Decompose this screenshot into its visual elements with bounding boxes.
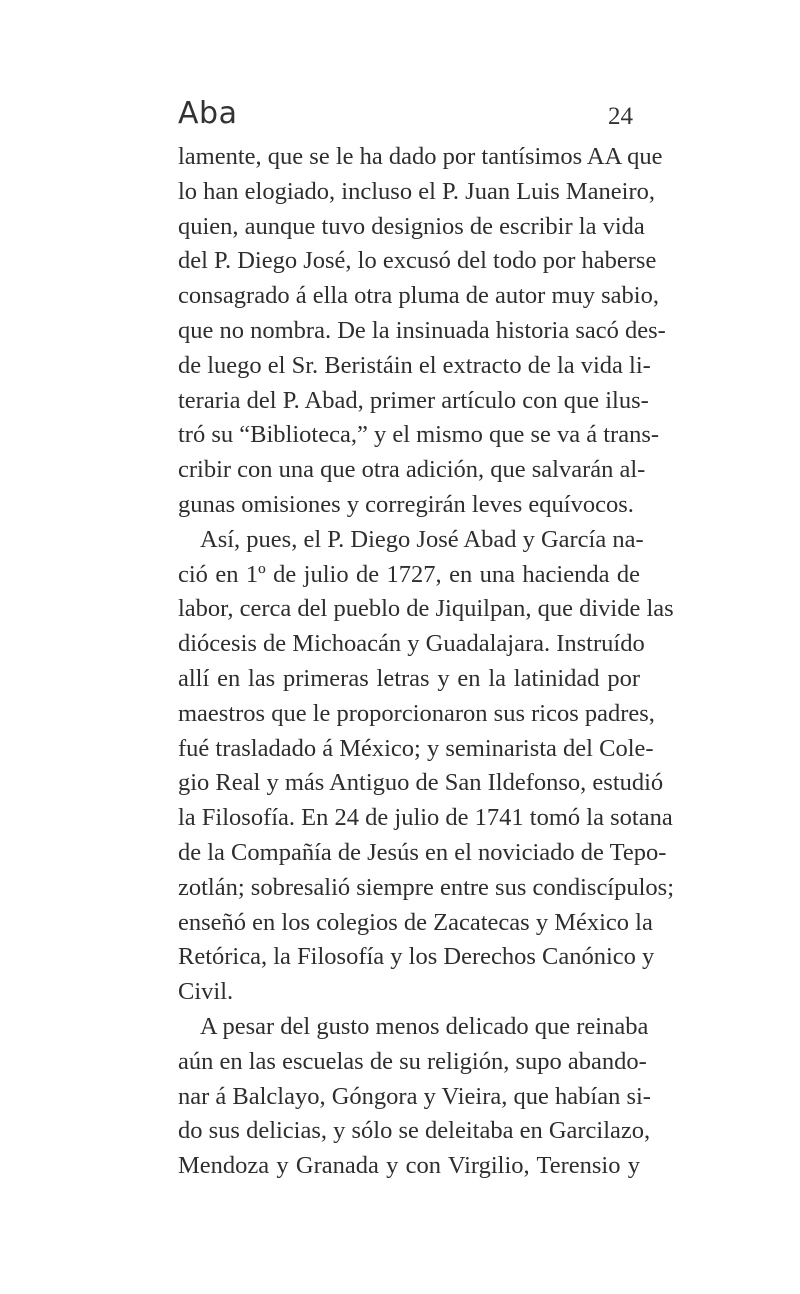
running-head: Aba	[178, 96, 238, 131]
text-line: gunas omisiones y corregirán leves equívocos.	[178, 490, 634, 518]
text-line: A pesar del gusto menos delicado que reinaba	[200, 1012, 649, 1040]
text-line: allí en las primeras letras y en la latinidad por	[178, 664, 640, 692]
text-line: enseñó en los colegios de Zacatecas y México la	[178, 908, 653, 936]
text-line: que no nombra. De la insinuada historia sacó des-	[178, 316, 666, 344]
text-line: del P. Diego José, lo excusó del todo por haberse	[178, 247, 657, 275]
text-line: lamente, que se le ha dado por tantísimos AA que	[178, 143, 663, 170]
text-line: Mendoza y Granada y con Virgilio, Terensio y	[178, 1152, 640, 1180]
text-line: zotlán; sobresalió siempre entre sus condiscípulos;	[178, 873, 675, 901]
text-line: Retórica, la Filosofía y los Derechos Canónico y	[178, 943, 655, 971]
text-line: gio Real y más Antiguo de San Ildefonso, estudió	[178, 769, 664, 797]
text-line: teraria del P. Abad, primer artículo con que ilus-	[178, 386, 649, 414]
text-line: do sus delicias, y sólo se deleitaba en Garcilazo,	[178, 1117, 651, 1145]
text-line: tró su “Biblioteca,” y el mismo que se va á trans-	[178, 421, 660, 449]
body-text	[178, 140, 675, 1184]
text-line: cribir con una que otra adición, que salvarán al-	[178, 456, 646, 484]
text-line: de luego el Sr. Beristáin el extracto de la vida li-	[178, 351, 651, 379]
page-number: 24	[608, 103, 633, 130]
text-line: aún en las escuelas de su religión, supo abando-	[178, 1047, 647, 1075]
text-line: consagrado á ella otra pluma de autor muy sabio,	[178, 282, 659, 310]
text-line: maestros que le proporcionaron sus ricos padres,	[178, 699, 655, 727]
text-line: lo han elogiado, incluso el P. Juan Luis Maneiro,	[178, 177, 655, 205]
text-line: fué trasladado á México; y seminarista del Cole-	[178, 734, 654, 762]
text-line: quien, aunque tuvo designios de escribir la vida	[178, 212, 645, 240]
text-line: la Filosofía. En 24 de julio de 1741 tomó la sotana	[178, 804, 673, 832]
text-line: de la Compañía de Jesús en el noviciado de Tepo-	[178, 838, 667, 866]
text-line: diócesis de Michoacán y Guadalajara. Instruído	[178, 630, 645, 658]
text-line: Así, pues, el P. Diego José Abad y García na-	[200, 525, 644, 553]
text-line: ció en 1º de julio de 1727, en una hacienda de	[178, 560, 640, 588]
text-line: nar á Balclayo, Góngora y Vieira, que habían si-	[178, 1082, 651, 1110]
text-line: Civil.	[178, 978, 234, 1006]
text-line: labor, cerca del pueblo de Jiquilpan, que divide las	[178, 595, 674, 623]
